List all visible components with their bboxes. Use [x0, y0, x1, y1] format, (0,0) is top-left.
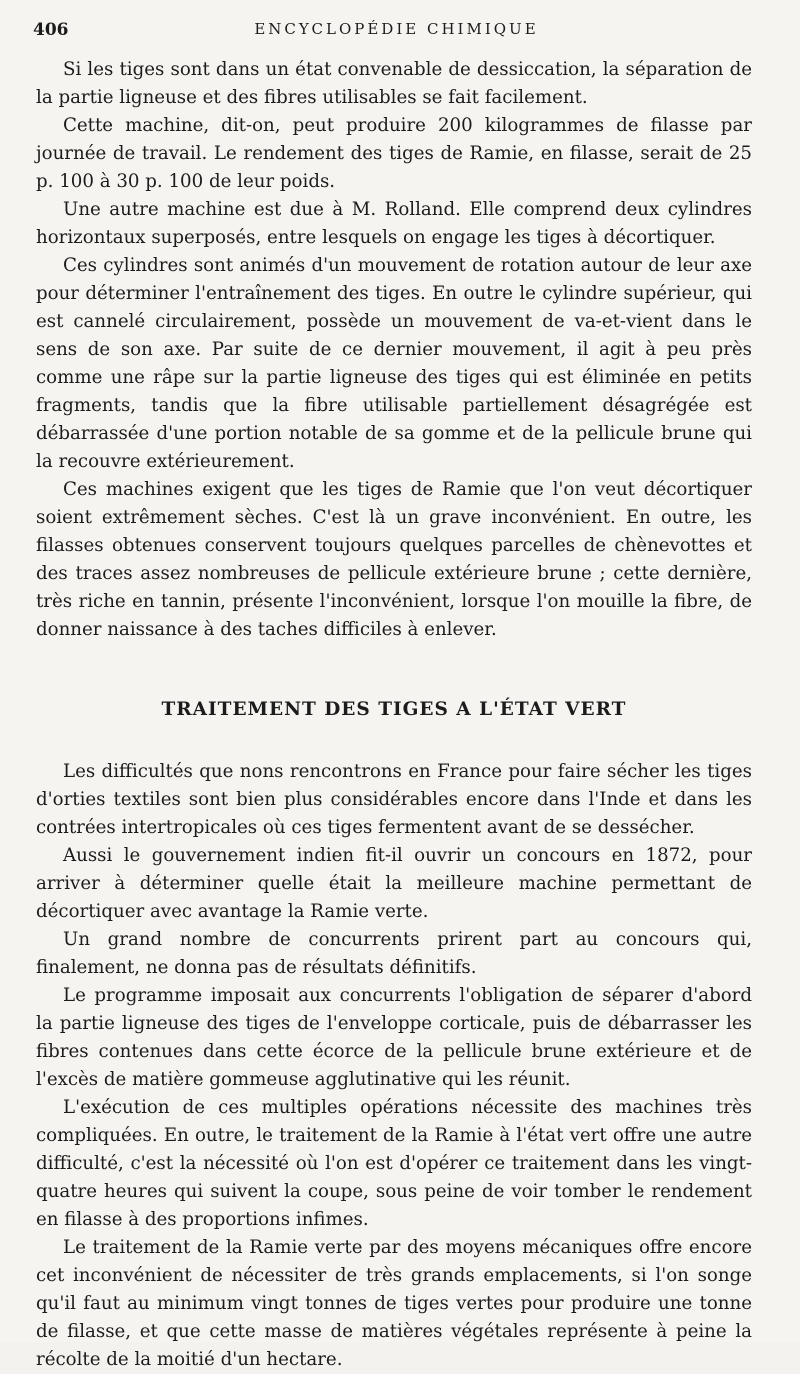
running-head: ENCYCLOPÉDIE CHIMIQUE	[254, 20, 539, 38]
page-body	[36, 56, 752, 1374]
paragraph: Le traitement de la Ramie verte par des moyens mécaniques offre encore cet inconvénient de nécessiter de très grands emplacements, si l'on songe qu'il faut au minimum vingt tonnes de tiges vertes pour produire une tonne de filasse, et que cette masse de matières végétales représente à peine la récolte de la moitié d'un hectare.	[36, 1237, 752, 1370]
paragraph: Le programme imposait aux concurrents l'obligation de séparer d'abord la partie ligneuse des tiges de l'enveloppe corticale, puis de débarrasser les fibres contenues dans cette écorce de la pellicule brune extérieure et de l'excès de matière gommeuse agglutinative qui les réunit.	[36, 985, 752, 1090]
page-header	[33, 16, 760, 44]
paragraph: Un grand nombre de concurrents prirent part au concours qui, finalement, ne donna pas de résultats définitifs.	[36, 929, 752, 978]
section-title: TRAITEMENT DES TIGES A L'ÉTAT VERT	[161, 699, 627, 720]
paragraph: Une autre machine est due à M. Rolland. Elle comprend deux cylindres horizontaux superposés, entre lesquels on engage les tiges à décortiquer.	[36, 199, 752, 248]
paragraph: Les difficultés que nons rencontrons en France pour faire sécher les tiges d'orties textiles sont bien plus considérables encore dans l'Inde et dans les contrées intertropicales où ces tiges fermentent avant de se dessécher.	[36, 761, 752, 838]
paragraph: Si les tiges sont dans un état convenable de dessiccation, la séparation de la partie ligneuse et des fibres utilisables se fait facilement.	[36, 59, 752, 108]
paragraph: Cette machine, dit-on, peut produire 200 kilogrammes de filasse par journée de travail. Le rendement des tiges de Ramie, en filasse, serait de 25 p. 100 à 30 p. 100 de leur poids.	[36, 115, 752, 192]
paragraph: Ces cylindres sont animés d'un mouvement de rotation autour de leur axe pour déterminer l'entraînement des tiges. En outre le cylindre supérieur, qui est cannelé circulairement, possède un mouvement de va-et-vient dans le sens de son axe. Par suite de ce dernier mouvement, il agit à peu près comme une râpe sur la partie ligneuse des tiges qui est éliminée en petits fragments, tandis que la fibre utilisable partiellement désagrégée est débarrassée d'une portion notable de sa gomme et de la pellicule brune qui la recouvre extérieurement.	[36, 255, 752, 472]
paragraph: Ces machines exigent que les tiges de Ramie que l'on veut décortiquer soient extrêmement sèches. C'est là un grave inconvénient. En outre, les filasses obtenues conservent toujours quelques parcelles de chènevottes et des traces assez nombreuses de pellicule extérieure brune ; cette dernière, très riche en tannin, présente l'inconvénient, lorsque l'on mouille la fibre, de donner naissance à des taches difficiles à enlever.	[36, 479, 752, 640]
paragraph: Aussi le gouvernement indien fit-il ouvrir un concours en 1872, pour arriver à déterminer quelle était la meilleure machine permettant de décortiquer avec avantage la Ramie verte.	[36, 845, 752, 922]
paragraph: L'exécution de ces multiples opérations nécessite des machines très compliquées. En outre, le traitement de la Ramie à l'état vert offre une autre difficulté, c'est la nécessité où l'on est d'opérer ce traitement dans les vingt-quatre heures qui suivent la coupe, sous peine de voir tomber le rendement en filasse à des proportions infimes.	[36, 1097, 752, 1230]
page-number: 406	[33, 20, 69, 40]
